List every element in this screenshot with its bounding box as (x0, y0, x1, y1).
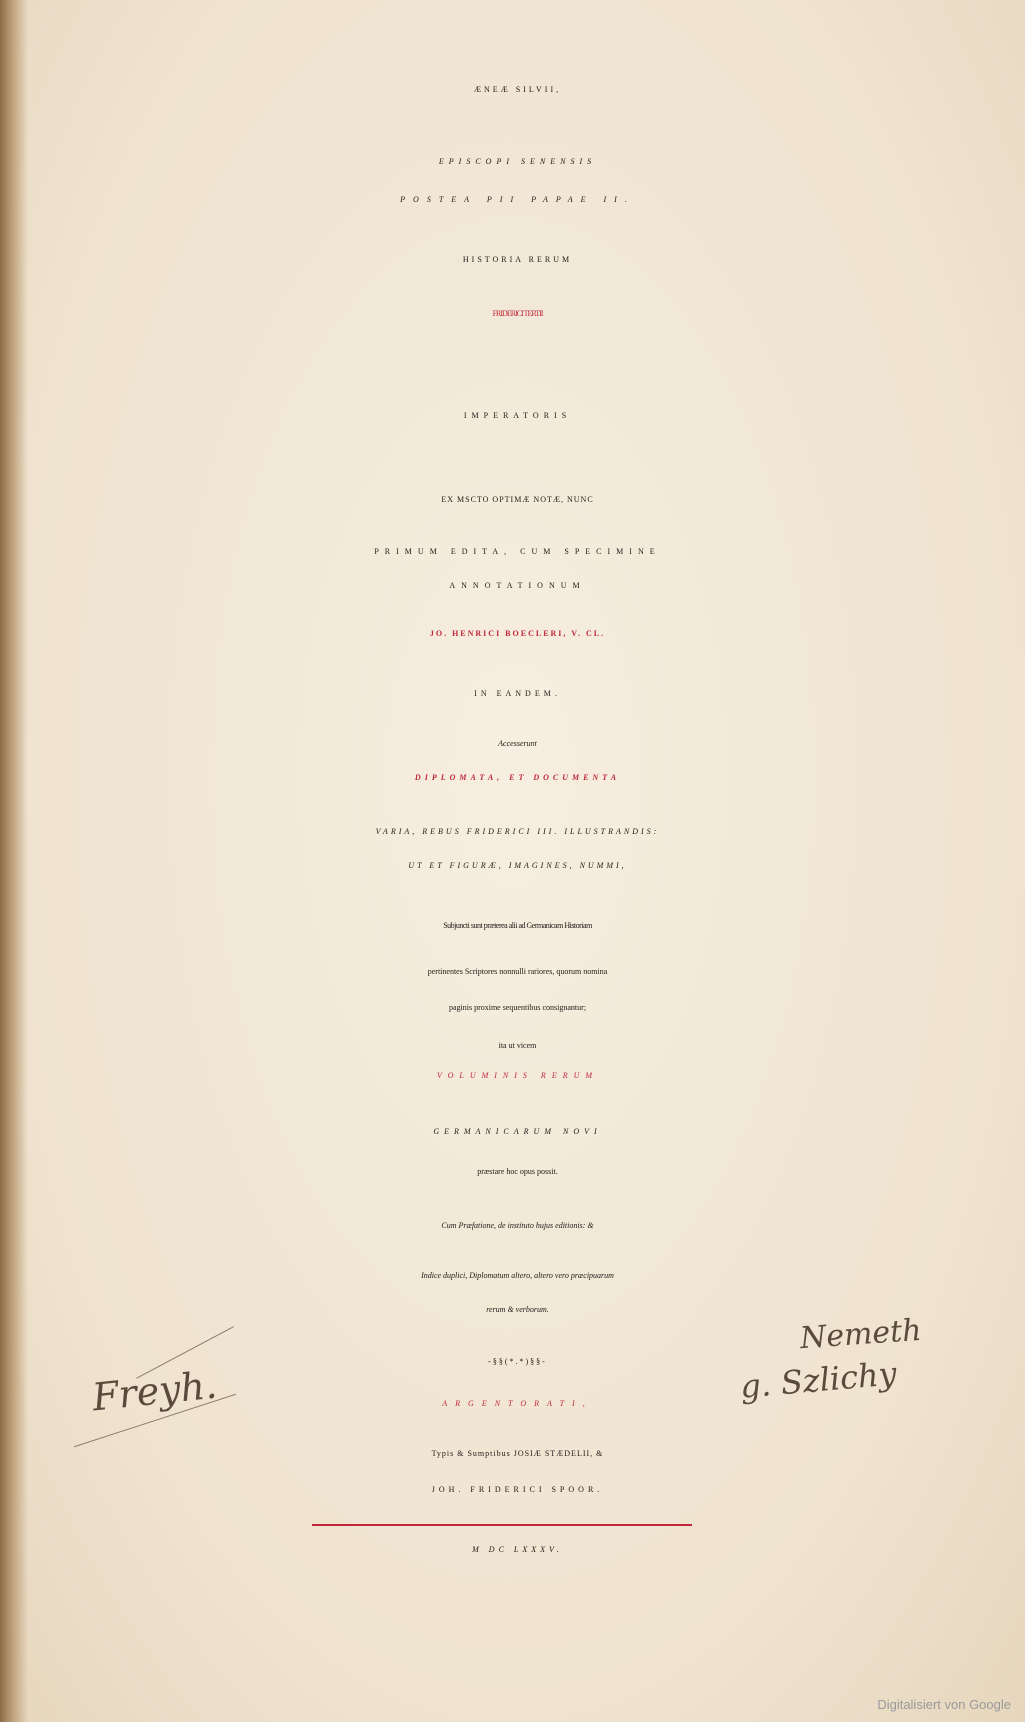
pertinentes-line: pertinentes Scriptores nonnulli rariores, quorum nomina (427, 967, 608, 976)
praestare-line: præstare hoc opus possit. (477, 1167, 558, 1176)
handwritten-signature-right-bottom: g. Szlichy (738, 1354, 899, 1406)
rerum-verborum-line: rerum & verborum. (486, 1305, 549, 1314)
germanicarum-line: GERMANICARUM NOVI (433, 1127, 602, 1136)
subjuncti-line: Subjuncti sunt præterea alii ad Germanicam Historiam (443, 921, 592, 930)
source-line: EX MSCTO OPTIMÆ NOTÆ, NUNC (441, 495, 594, 504)
varia-line: VARIA, REBUS FRIDERICI III. ILLUSTRANDIS: (375, 827, 660, 836)
praefatione-line: Cum Præfatione, de instituto hujus editionis: & (441, 1221, 594, 1230)
author-papacy-line: POSTEA PII PAPAE II. (400, 195, 635, 204)
indice-line: Indice duplici, Diplomatum altero, altero vero præcipuarum (421, 1271, 614, 1280)
handwritten-signature-right-top: Nemeth (798, 1312, 923, 1357)
annotations-line: ANNOTATIONUM (449, 581, 586, 590)
digitization-watermark: Digitalisiert von Google (877, 1697, 1011, 1712)
emperor-title: IMPERATORIS (463, 411, 572, 420)
voluminis-line: VOLUMINIS RERUM (436, 1071, 599, 1080)
in-eandem-line: IN EANDEM. (474, 689, 561, 698)
paginis-line: paginis proxime sequentibus consignantur; (448, 1003, 587, 1012)
handwritten-signature-left: Freyh. (90, 1362, 220, 1420)
ita-ut-vicem-line: ita ut vicem (498, 1041, 537, 1050)
author-name: ÆNEÆ SILVII, (473, 85, 562, 94)
emperor-name: FRIDERICI TERTII (492, 309, 543, 318)
figurae-line: UT ET FIGURÆ, IMAGINES, NUMMI, (408, 861, 627, 870)
author-title-line: EPISCOPI SENENSIS (438, 157, 597, 166)
editor-name: JO. HENRICI BOECLERI, V. CL. (429, 629, 606, 638)
imprint-printers-line: Typis & Sumptibus JOSIÆ STÆDELII, & (431, 1449, 604, 1458)
red-rule (312, 1524, 692, 1526)
imprint-place: ARGENTORATI, (442, 1399, 593, 1408)
diplomata-line: DIPLOMATA, ET DOCUMENTA (414, 773, 621, 782)
imprint-printer-name: JOH. FRIDERICI SPOOR. (431, 1485, 604, 1494)
printer-ornament: -§§(*.*)§§- (488, 1357, 547, 1366)
accesserunt-line: Accesserunt (498, 739, 537, 748)
edition-line: PRIMUM EDITA, CUM SPECIMINE (374, 547, 661, 556)
imprint-date: M DC LXXXV. (472, 1545, 563, 1554)
work-title-line: HISTORIA RERUM (462, 255, 573, 264)
binding-gutter (0, 0, 28, 1722)
